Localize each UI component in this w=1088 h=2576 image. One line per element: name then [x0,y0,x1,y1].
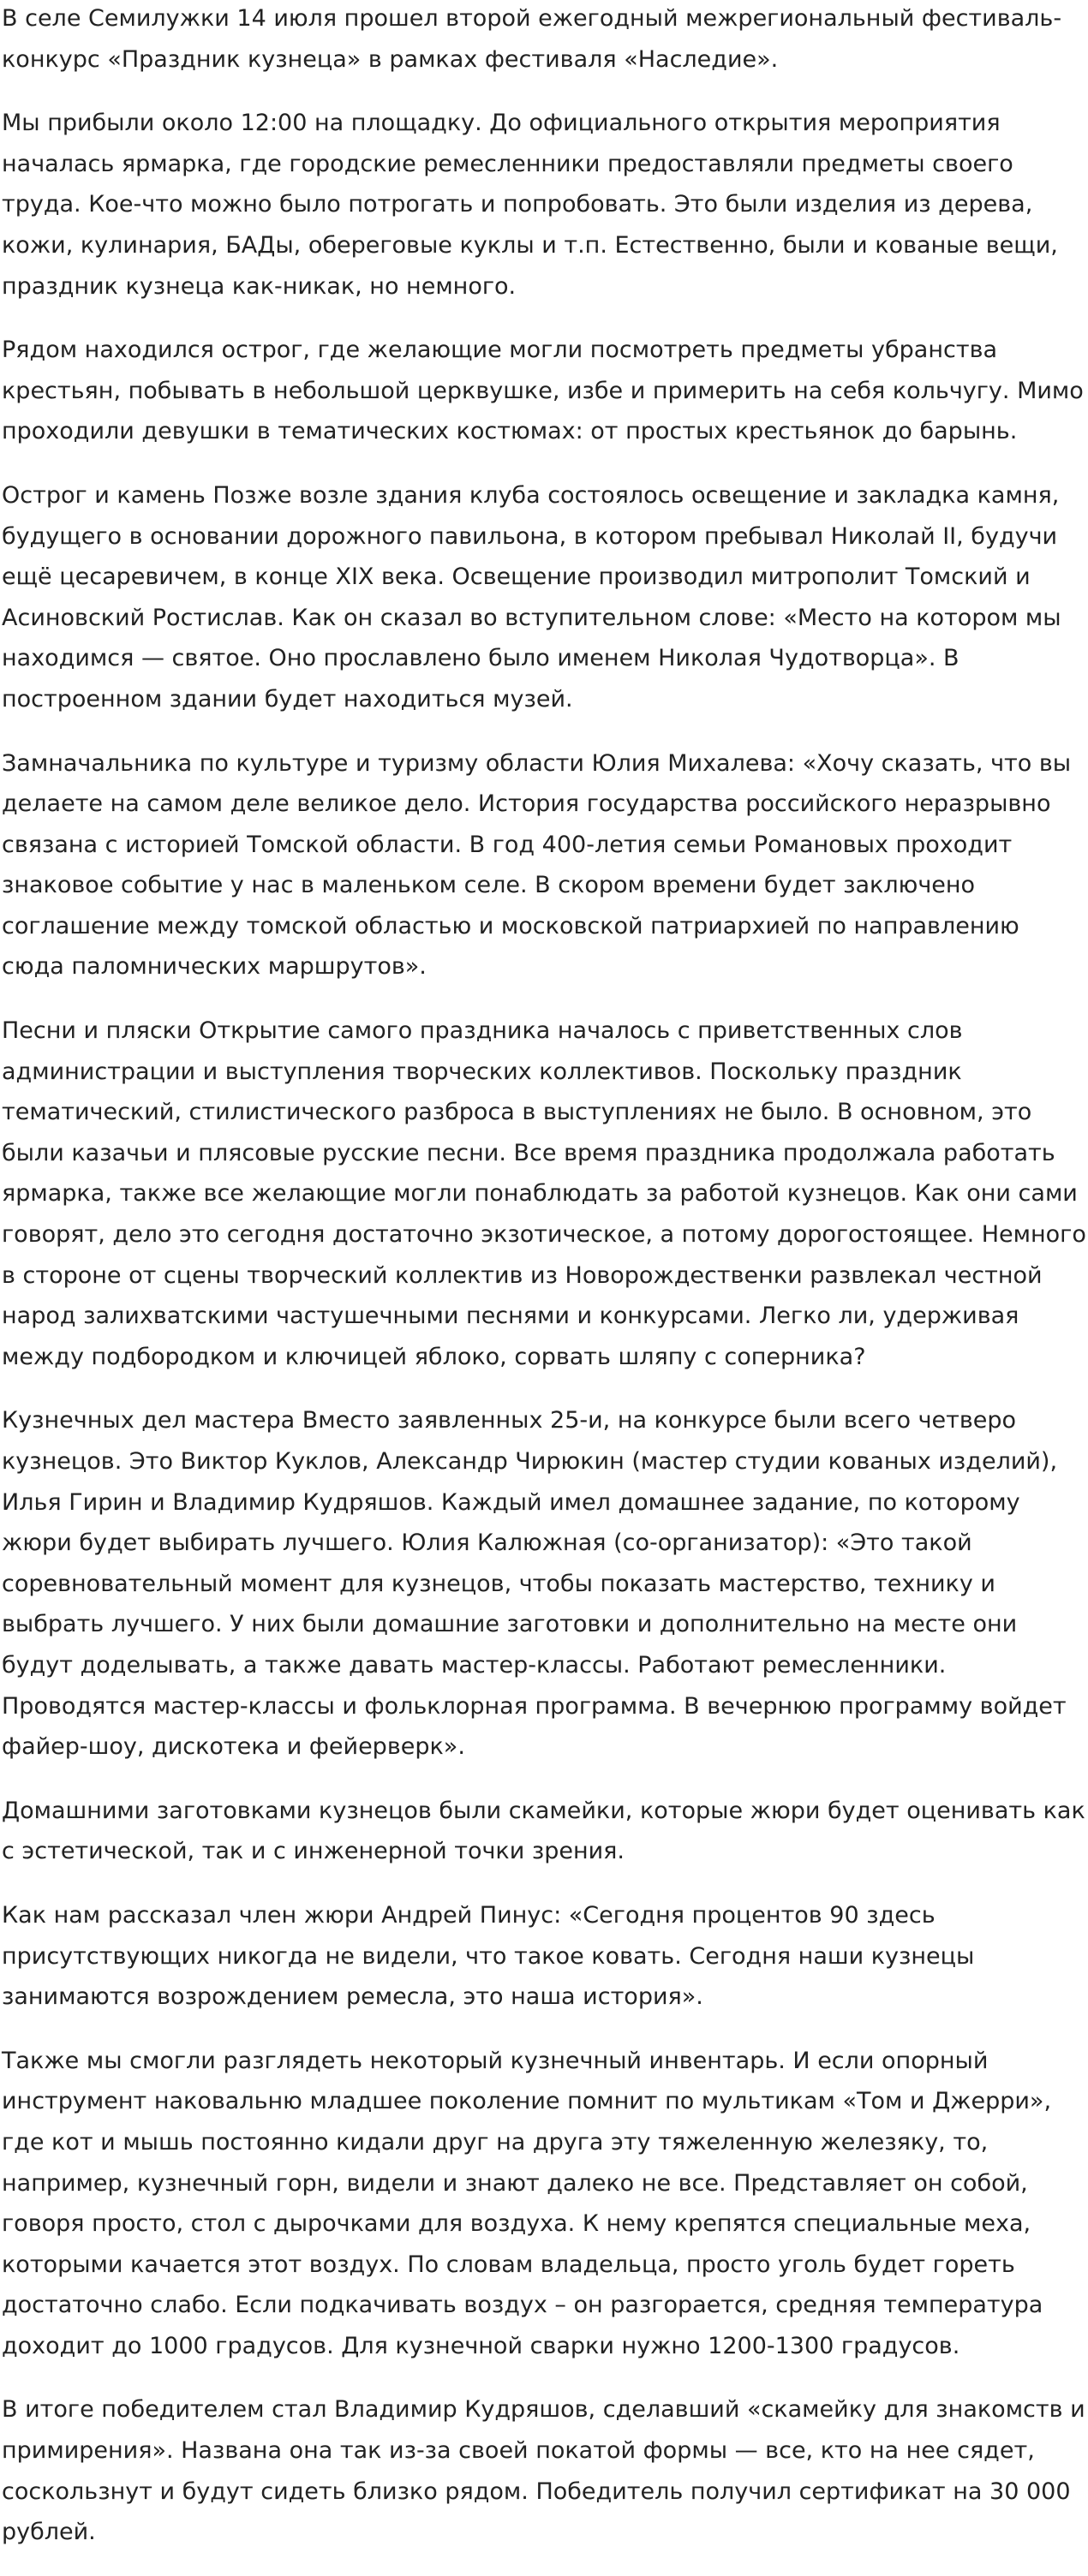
article-paragraph-songs: Песни и пляски Открытие самого праздника началось с приветственных слов администрации и выступления творческих коллективов. Поскольку праздник тематический, стилистического разброса в выступлениях не было. В основном, это были казачьи и плясовые русские песни. Все время праздника продолжала работать ярмарка, также все желающие могли понаблюдать за работой кузнецов. Как они сами говорят, дело это сегодня достаточно экзотическое, а потому дорогостоящее. Немного в стороне от сцены творческий коллектив из Новорождественки развлекал честной народ залихватскими частушечными песнями и конкурсами. Легко ли, удерживая между подбородком и ключицей яблоко, сорвать шляпу с соперника? [2,1017,1086,1370]
article-paragraph-ostrog: Рядом находился острог, где желающие могли посмотреть предметы убранства крестьян, побывать в небольшой церквушке, избе и примерить на себя кольчугу. Мимо проходили девушки в тематических костюмах: от простых крестьянок до барынь. [2,337,1084,445]
article-paragraph-intro: В селе Семилужки 14 июля прошел второй ежегодный межрегиональный фестиваль-конкурс «Праздник кузнеца» в рамках фестиваля «Наследие». [2,5,1062,73]
article-paragraph-fair: Мы прибыли около 12:00 на площадку. До официального открытия мероприятия началась ярмарка, где городские ремесленники предоставляли предметы своего труда. Кое-что можно было потрогать и попробовать. Это были изделия из дерева, кожи, кулинария, БАДы, обереговые куклы и т.п. Естественно, были и кованые вещи, праздник кузнеца как-никак, но немного. [2,110,1058,300]
article-paragraph-stone: Острог и камень Позже возле здания клуба состоялось освещение и закладка камня, будущего в основании дорожного павильона, в котором пребывал Николай II, будучи ещё цесаревичем, в конце XIX века. Освещение производил митрополит Томский и Асиновский Ростислав. Как он сказал во вступительном слове: «Место на котором мы находимся — святое. Оно прославлено было именем Николая Чудотворца». В построенном здании будет находиться музей. [2,481,1061,713]
article-paragraph-blacksmiths: Кузнечных дел мастера Вместо заявленных 25-и, на конкурсе были всего четверо кузнецов. Это Виктор Куклов, Александр Чирюкин (мастер студии кованых изделий), Илья Гирин и Владимир Кудряшов. Каждый имел домашнее задание, по которому жюри будет выбирать лучшего. Юлия Калюжная (со-организатор): «Это такой соревновательный момент для кузнецов, чтобы показать мастерство, технику и выбрать лучшего. У них были домашние заготовки и дополнительно на месте они будут доделывать, а также давать мастер-классы. Работают ремесленники. Проводятся мастер-классы и фольклорная программа. В вечернюю программу войдет файер-шоу, дискотека и фейерверк». [2,1407,1067,1761]
article-paragraph-benches: Домашними заготовками кузнецов были скамейки, которые жюри будет оценивать как с эстетической, так и с инженерной точки зрения. [2,1797,1085,1865]
article-paragraph-quote-pinus: Как нам рассказал член жюри Андрей Пинус: «Сегодня процентов 90 здесь присутствующих никогда не видели, что такое ковать. Сегодня наши кузнецы занимаются возрождением ремесла, это наша история». [2,1901,975,2011]
article-paragraph-winner: В итоге победителем стал Владимир Кудряшов, сделавший «скамейку для знакомств и примирения». Названа она так из-за своей покатой формы — все, кто на нее сядет, соскользнут и будут сидеть близко рядом. Победитель получил сертификат на 30 000 рублей. [2,2396,1085,2546]
article-paragraph-quote-mikhaleva: Замначальника по культуре и туризму области Юлия Михалева: «Хочу сказать, что вы делаете на самом деле великое дело. История государства российского неразрывно связана с историей Томской области. В год 400-летия семьи Романовых проходит знаковое событие у нас в маленьком селе. В скором времени будет заключено соглашение между томской областью и московской патриархией по направлению сюда паломнических маршрутов». [2,749,1072,981]
article-paragraph-inventory: Также мы смогли разглядеть некоторый кузнечный инвентарь. И если опорный инструмент наковальню младшее поколение помнит по мультикам «Том и Джерри», где кот и мышь постоянно кидали друг на друга эту тяжеленную железяку, то, например, кузнечный горн, видели и знают далеко не все. Представляет он собой, говоря просто, стол с дырочками для воздуха. К нему крепятся специальные меха, которыми качается этот воздух. По словам владельца, просто уголь будет гореть достаточно слабо. Если подкачивать воздух – он разгорается, средняя температура доходит до 1000 градусов. Для кузнечной сварки нужно 1200-1300 градусов. [2,2047,1052,2359]
